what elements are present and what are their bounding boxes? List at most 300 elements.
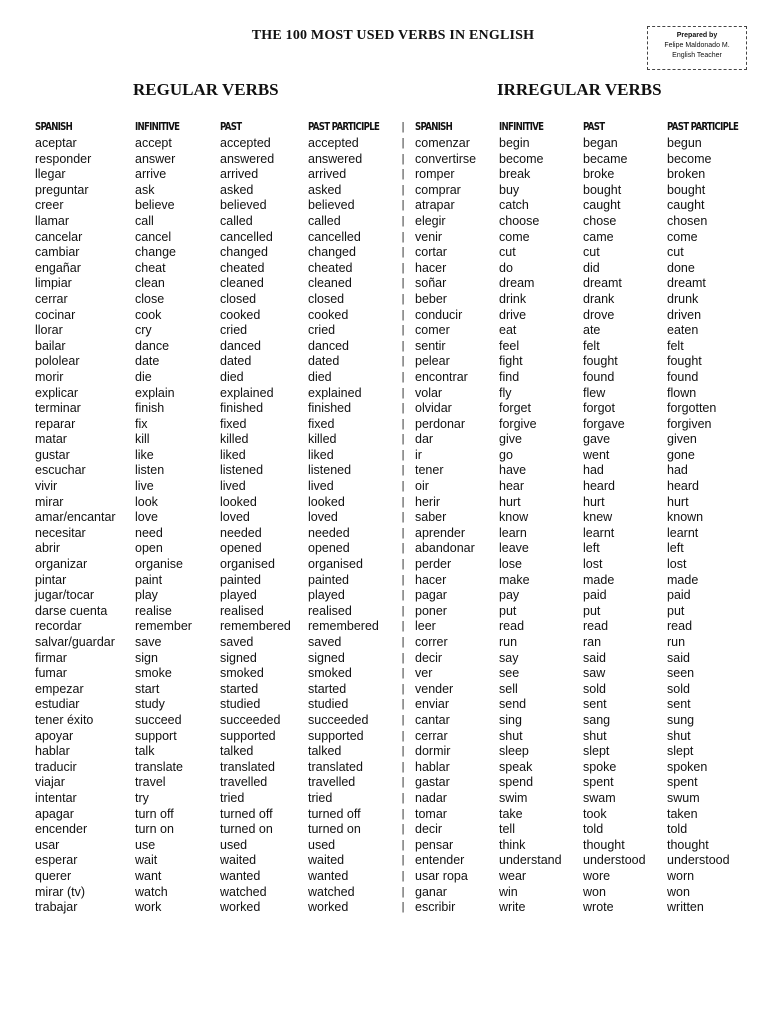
verb-cell: sung <box>667 712 695 727</box>
verb-cell: forgot <box>583 401 615 416</box>
column-header: INFINITIVE <box>499 120 544 133</box>
verb-cell: felt <box>583 338 600 353</box>
verb-cell: heard <box>667 479 699 494</box>
verb-cell: organizar <box>35 557 88 572</box>
separator-mark: | <box>401 869 405 882</box>
verb-cell: cancelled <box>308 229 361 244</box>
verb-cell: told <box>583 822 604 837</box>
verb-cell: cerrar <box>415 728 448 743</box>
verb-cell: sign <box>135 650 158 665</box>
verb-cell: gone <box>667 447 695 462</box>
regular-spanish-column <box>35 118 116 916</box>
verb-cell: pintar <box>35 572 67 587</box>
verb-cell: tell <box>499 822 515 837</box>
verb-cell: close <box>135 291 165 306</box>
separator-mark: | <box>401 137 405 149</box>
irregular-spanish-column <box>415 118 476 916</box>
verb-cell: answered <box>308 151 363 166</box>
verb-cell: answered <box>220 151 275 166</box>
separator-mark: | <box>401 292 405 305</box>
verb-cell: begun <box>667 136 702 150</box>
verb-cell: call <box>135 213 154 228</box>
verb-cell: eaten <box>667 323 699 338</box>
verb-cell: understood <box>583 853 646 868</box>
verb-cell: lived <box>220 479 246 494</box>
verb-cell: preguntar <box>35 182 89 197</box>
verb-cell: clean <box>135 276 165 291</box>
verb-cell: dar <box>415 432 434 447</box>
verb-cell: dream <box>499 276 535 291</box>
separator-mark: | <box>401 199 405 212</box>
verb-cell: used <box>308 837 336 852</box>
verb-cell: lived <box>308 479 334 494</box>
verb-cell: paid <box>583 588 607 603</box>
verb-cell: comprar <box>415 182 461 197</box>
verb-cell: understood <box>667 853 730 868</box>
verb-cell: traducir <box>35 759 77 774</box>
verb-cell: travel <box>135 775 166 790</box>
verb-cell: go <box>499 447 513 462</box>
verb-cell: encontrar <box>415 369 468 384</box>
verb-cell: send <box>499 697 527 712</box>
verb-cell: say <box>499 650 519 665</box>
verb-cell: know <box>499 510 529 525</box>
prepared-by-box <box>647 26 747 70</box>
verb-cell: forgave <box>583 416 625 431</box>
verb-cell: wanted <box>220 868 261 883</box>
verb-cell: trabajar <box>35 900 78 915</box>
verb-cell: understand <box>499 853 562 868</box>
verb-cell: succeeded <box>308 712 369 727</box>
verb-cell: begin <box>499 136 530 150</box>
separator-mark: | <box>401 324 405 337</box>
verb-cell: querer <box>35 868 72 883</box>
verb-cell: sing <box>499 712 522 727</box>
verb-cell: ate <box>583 323 601 338</box>
verb-cell: cambiar <box>35 245 80 260</box>
verb-cell: ver <box>415 666 433 681</box>
verb-cell: hacer <box>415 572 447 587</box>
verb-cell: needed <box>308 525 350 540</box>
verb-cell: realised <box>220 603 264 618</box>
verb-cell: drove <box>583 307 615 322</box>
verb-cell: start <box>135 681 160 696</box>
verb-cell: arrive <box>135 167 167 182</box>
verb-cell: spent <box>667 775 698 790</box>
verb-cell: become <box>499 151 544 166</box>
verb-cell: use <box>135 837 156 852</box>
verb-cell: usar <box>35 837 60 852</box>
irregular-participle-column <box>667 118 758 916</box>
verb-cell: left <box>583 541 600 556</box>
verb-cell: speak <box>499 759 533 774</box>
verb-cell: hablar <box>35 744 70 759</box>
verb-cell: gave <box>583 432 611 447</box>
verb-cell: translated <box>308 759 363 774</box>
verb-cell: recordar <box>35 619 82 634</box>
verb-cell: opened <box>220 541 262 556</box>
verb-cell: caught <box>667 198 705 213</box>
verb-cell: do <box>499 260 513 275</box>
verb-cell: cheated <box>220 260 265 275</box>
verb-cell: mirar (tv) <box>35 884 85 899</box>
verb-cell: drunk <box>667 291 699 306</box>
verb-cell: break <box>499 167 531 182</box>
regular-participle-column <box>308 118 399 916</box>
verb-cell: changed <box>220 245 268 260</box>
verb-cell: cortar <box>415 245 447 260</box>
irregular-past-column <box>583 118 646 916</box>
verb-cell: pay <box>499 588 520 603</box>
verb-cell: spend <box>499 775 534 790</box>
verb-cell: choose <box>499 213 540 228</box>
column-header: SPANISH <box>415 120 453 133</box>
separator-mark: | <box>401 620 405 633</box>
verb-cell: believe <box>135 198 175 213</box>
verb-cell: poner <box>415 603 447 618</box>
verb-cell: llamar <box>35 213 70 228</box>
verb-cell: become <box>667 151 712 166</box>
verb-cell: see <box>499 666 520 681</box>
separator-mark: | <box>401 760 405 773</box>
verb-cell: cut <box>499 245 516 260</box>
verb-cell: succeed <box>135 712 182 727</box>
verb-cell: cleaned <box>308 276 352 291</box>
verb-cell: cheat <box>135 260 166 275</box>
verb-cell: date <box>135 354 160 369</box>
verb-cell: learnt <box>583 525 615 540</box>
author-role: English Teacher <box>672 52 722 59</box>
verb-cell: usar ropa <box>415 868 468 883</box>
separator-mark: | <box>401 573 405 586</box>
verb-cell: eat <box>499 323 517 338</box>
verb-cell: loved <box>220 510 250 525</box>
verb-cell: cut <box>583 245 600 260</box>
verb-cell: elegir <box>415 213 446 228</box>
verb-cell: run <box>499 635 518 649</box>
verb-cell: supported <box>308 728 364 743</box>
verb-cell: went <box>583 447 610 462</box>
verb-cell: pololear <box>35 354 80 369</box>
author-name: Felipe Maldonado M. <box>664 42 730 49</box>
verb-cell: sent <box>583 697 607 712</box>
verb-cell: kill <box>135 432 150 447</box>
verb-cell: started <box>220 681 259 696</box>
verb-cell: hurt <box>667 494 689 509</box>
page-title: THE 100 MOST USED VERBS IN ENGLISH <box>251 28 535 43</box>
verb-cell: played <box>308 588 345 603</box>
verb-cell: engañar <box>35 260 81 275</box>
verb-cell: turned off <box>220 806 273 821</box>
verb-cell: hablar <box>415 759 450 774</box>
verb-cell: tener éxito <box>35 712 94 727</box>
verb-cell: love <box>135 510 158 525</box>
verb-cell: find <box>499 369 520 384</box>
verb-cell: waited <box>220 853 257 868</box>
verb-cell: vender <box>415 681 454 696</box>
separator-mark: | <box>401 448 405 461</box>
separator-mark: | <box>401 386 405 399</box>
verb-cell: catch <box>499 198 529 213</box>
verb-cell: cancelled <box>220 229 273 244</box>
column-header: INFINITIVE <box>135 120 180 133</box>
verb-cell: leer <box>415 619 436 634</box>
separator-mark: | <box>401 433 405 446</box>
verb-cell: listen <box>135 463 165 478</box>
verb-cell: soñar <box>415 276 447 291</box>
verb-cell: gustar <box>35 447 70 462</box>
irregular-verbs-title: IRREGULAR VERBS <box>497 80 662 99</box>
verb-cell: lost <box>667 557 687 572</box>
verb-cell: listened <box>308 463 352 478</box>
verb-cell: explicar <box>35 385 79 400</box>
verb-cell: entender <box>415 853 465 868</box>
verb-cell: win <box>499 884 518 899</box>
verb-cell: came <box>583 229 614 244</box>
verb-cell: empezar <box>35 681 84 696</box>
verb-cell: dance <box>135 338 170 353</box>
verb-cell: matar <box>35 432 67 447</box>
verb-cell: found <box>583 369 615 384</box>
verb-cell: danced <box>220 338 262 353</box>
verb-cell: asked <box>220 182 254 197</box>
verb-cell: oir <box>415 479 429 494</box>
verb-cell: drive <box>499 307 527 322</box>
verb-cell: smoked <box>308 666 352 681</box>
separator-mark: | <box>401 355 405 368</box>
separator-mark: | <box>401 261 405 274</box>
verb-cell: ask <box>135 182 155 197</box>
verb-cell: leave <box>499 541 529 556</box>
verb-cell: put <box>499 603 517 618</box>
verb-cell: turned off <box>308 806 361 821</box>
verb-cell: conducir <box>415 307 463 322</box>
verb-cell: beber <box>415 291 447 306</box>
verb-cell: felt <box>667 338 684 353</box>
verb-cell: answer <box>135 151 176 166</box>
verb-cell: cocinar <box>35 307 76 322</box>
verb-cell: llorar <box>35 323 63 338</box>
verb-cell: killed <box>308 432 337 447</box>
verb-cell: made <box>583 572 615 587</box>
verb-cell: herir <box>415 494 441 509</box>
separator-mark: | <box>401 308 405 321</box>
verb-cell: watch <box>135 884 168 899</box>
verb-cell: intentar <box>35 790 77 805</box>
verb-cell: sentir <box>415 338 446 353</box>
separator-mark: | <box>401 838 405 851</box>
verb-cell: gastar <box>415 775 450 790</box>
verb-cell: dated <box>220 354 252 369</box>
verb-cell: morir <box>35 369 64 384</box>
verb-cell: arrived <box>220 167 259 182</box>
verb-cell: tried <box>308 790 333 805</box>
verb-cell: drank <box>583 291 615 306</box>
verb-cell: cantar <box>415 712 450 727</box>
verb-cell: llegar <box>35 167 66 182</box>
separator-mark: | <box>401 745 405 758</box>
verb-cell: wanted <box>308 868 349 883</box>
verb-cell: pagar <box>415 588 447 603</box>
verb-cell: realised <box>308 603 352 618</box>
verb-cell: pensar <box>415 837 454 852</box>
verb-cell: cried <box>220 323 248 338</box>
verb-cell: responder <box>35 151 92 166</box>
verb-cell: put <box>583 603 601 618</box>
verb-cell: turn on <box>135 822 174 837</box>
verb-cell: convertirse <box>415 151 477 166</box>
verb-cell: tomar <box>415 806 447 821</box>
verb-cell: turned on <box>220 822 273 837</box>
column-header: PAST <box>583 120 605 133</box>
verb-cell: wrote <box>583 900 614 915</box>
separator-mark: | <box>401 901 405 914</box>
verb-cell: esperar <box>35 853 78 868</box>
verb-cell: looked <box>220 494 257 509</box>
verb-cell: venir <box>415 229 443 244</box>
verb-cell: left <box>667 541 684 556</box>
verb-cell: perder <box>415 557 452 572</box>
verb-cell: began <box>583 136 618 150</box>
verb-cell: work <box>135 900 162 915</box>
verb-cell: told <box>667 822 688 837</box>
verb-cell: watched <box>308 884 355 899</box>
verb-cell: forgive <box>499 416 537 431</box>
verb-cell: asked <box>308 182 342 197</box>
verb-cell: perdonar <box>415 416 466 431</box>
verb-cell: liked <box>308 447 334 462</box>
verb-cell: worked <box>220 900 261 915</box>
verb-cell: cooked <box>220 307 261 322</box>
verb-cell: succeeded <box>220 712 281 727</box>
verb-cell: nadar <box>415 790 447 805</box>
verb-cell: sleep <box>499 744 529 759</box>
verb-cell: come <box>499 229 530 244</box>
verb-cell: said <box>667 650 690 665</box>
separator-mark: | <box>401 480 405 493</box>
verb-cell: estudiar <box>35 697 80 712</box>
separator-mark: | <box>401 589 405 602</box>
verb-cell: aprender <box>415 525 466 540</box>
column-header: PAST <box>220 120 242 133</box>
verb-cell: have <box>499 463 527 478</box>
verb-cell: given <box>667 432 697 447</box>
verb-cell: apoyar <box>35 728 74 743</box>
verb-cell: saved <box>220 635 254 649</box>
verb-cell: sang <box>583 712 611 727</box>
verb-cell: thought <box>583 837 625 852</box>
separator-mark: | <box>401 495 405 508</box>
verb-cell: sell <box>499 681 518 696</box>
verb-cell: remember <box>135 619 192 634</box>
verb-cell: finished <box>308 401 352 416</box>
verb-cell: escuchar <box>35 463 86 478</box>
verb-cell: slept <box>583 744 610 759</box>
verb-cell: died <box>220 369 244 384</box>
separator-mark: | <box>401 682 405 695</box>
verb-cell: called <box>220 213 253 228</box>
verb-cell: closed <box>308 291 345 306</box>
separator-mark: | <box>401 246 405 259</box>
verb-cell: saved <box>308 635 342 649</box>
verb-cell: smoke <box>135 666 172 681</box>
verb-cell: comenzar <box>415 136 470 150</box>
separator-mark: | <box>401 183 405 196</box>
verb-cell: dormir <box>415 744 451 759</box>
verb-cell: won <box>667 884 690 899</box>
verb-cell: painted <box>220 572 262 587</box>
verb-cell: abandonar <box>415 541 475 556</box>
separator-mark: | <box>401 464 405 477</box>
verb-cell: feel <box>499 338 520 353</box>
verb-cell: talked <box>308 744 342 759</box>
verb-cell: read <box>499 619 525 634</box>
verb-cell: wear <box>499 868 527 883</box>
verb-cell: had <box>583 463 604 478</box>
verb-cell: flown <box>667 385 697 400</box>
verb-cell: paint <box>135 572 163 587</box>
verb-cell: travelled <box>220 775 268 790</box>
separator-mark: | <box>401 511 405 524</box>
regular-past-column <box>220 118 291 916</box>
verb-cell: shut <box>499 728 523 743</box>
verb-cell: changed <box>308 245 356 260</box>
verb-cell: turn off <box>135 806 174 821</box>
verb-cell: had <box>667 463 688 478</box>
separator-mark: | <box>401 667 405 680</box>
verb-cell: viajar <box>35 775 65 790</box>
verb-cell: hurt <box>583 494 605 509</box>
verb-cell: finished <box>220 401 264 416</box>
verb-cell: live <box>135 479 154 494</box>
verb-cell: atrapar <box>415 198 455 213</box>
verb-cell: used <box>220 837 248 852</box>
verb-cell: wore <box>583 868 611 883</box>
verb-cell: turned on <box>308 822 361 837</box>
verb-cell: danced <box>308 338 350 353</box>
verb-cell: organise <box>135 557 183 572</box>
verb-cell: done <box>667 260 695 275</box>
separator-mark: | <box>401 417 405 430</box>
verb-cell: studied <box>220 697 261 712</box>
separator-mark: | <box>401 776 405 789</box>
verb-cell: cook <box>135 307 162 322</box>
verb-cell: enviar <box>415 697 450 712</box>
verb-cell: fumar <box>35 666 67 681</box>
verb-cell: cried <box>308 323 336 338</box>
verb-cell: seen <box>667 666 695 681</box>
verb-cell: died <box>308 369 332 384</box>
verb-cell: swam <box>583 790 616 805</box>
verb-cell: spent <box>583 775 614 790</box>
verb-cell: called <box>308 213 341 228</box>
verb-cell: bought <box>667 182 706 197</box>
verb-cell: written <box>667 900 704 915</box>
verb-cell: knew <box>583 510 613 525</box>
verb-cell: talked <box>220 744 254 759</box>
verb-cell: drink <box>499 291 527 306</box>
verb-cell: cleaned <box>220 276 264 291</box>
verb-cell: darse cuenta <box>35 603 108 618</box>
verb-cell: believed <box>220 198 267 213</box>
verb-cell: worked <box>308 900 349 915</box>
verb-cell: smoked <box>220 666 264 681</box>
verb-cell: escribir <box>415 900 456 915</box>
column-header: SPANISH <box>35 120 73 133</box>
separator-mark: | <box>401 713 405 726</box>
verb-cell: run <box>667 635 686 649</box>
verb-cell: explained <box>308 385 362 400</box>
